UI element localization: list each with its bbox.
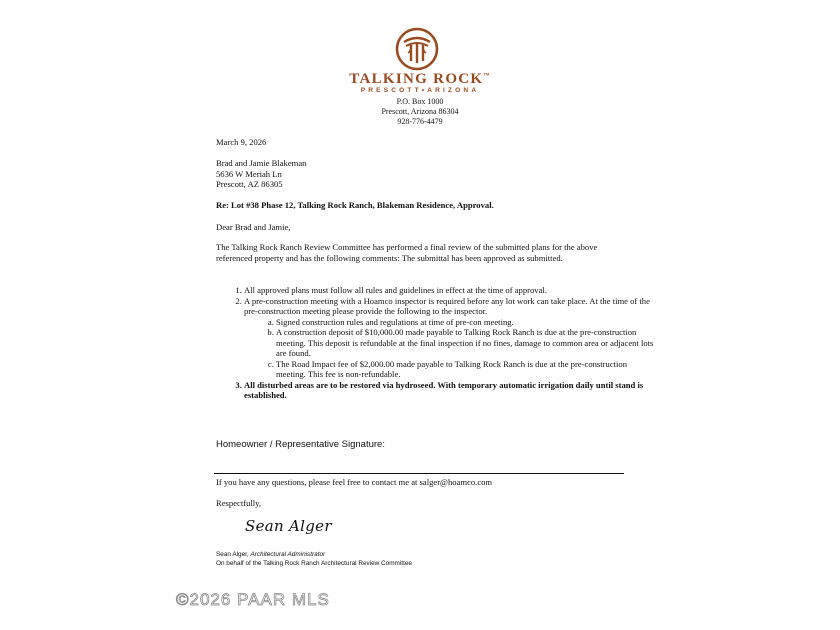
brand-location: PRESCOTT•ARIZONA: [360, 87, 480, 94]
letter-date: March 9, 2026: [216, 137, 267, 147]
handwritten-signature: Sean Alger: [245, 517, 332, 535]
recipient-block: [216, 158, 306, 190]
conditions-list: [216, 285, 654, 401]
signer-line: Sean Alger, Architectural Administrator: [216, 551, 326, 558]
brand-name: TALKING ROCK™: [349, 71, 491, 87]
subject-line: Re: Lot #38 Phase 12, Talking Rock Ranch, Blakeman Residence, Approval.: [216, 200, 494, 210]
signer-organization: On behalf of the Talking Rock Ranch Architectural Review Committee: [216, 560, 412, 567]
intro-paragraph: The Talking Rock Ranch Review Committee has performed a final review of the submitted plans for the above referenced property and has the following comments: The submittal has been approved as submitted.: [216, 242, 598, 263]
greeting: Dear Brad and Jamie,: [216, 222, 291, 232]
condition-item: 1. All approved plans must follow all rules and guidelines in effect at the time of approval.: [244, 285, 654, 296]
requirement-item: a. Signed construction rules and regulations at time of pre-con meeting.: [276, 317, 654, 328]
signature-label: Homeowner / Representative Signature:: [216, 439, 385, 450]
address-line-3: 928-776-4479: [397, 117, 443, 126]
address-line-1: P.O. Box 1000: [396, 97, 444, 106]
signer-block: [216, 550, 412, 568]
condition-item: 2. A pre-construction meeting with a Hoamco inspector is required before any lot work can take place. At the time of the pre-construction meeting please provide the following to the inspector. a. Signed construction rules and regulations at time of pre-con meeting. b. A construction deposit of $10,000.00 made payable to Talking Rock Ranch is due at the pre-construction meeting. This deposit is refundable at the final inspection if no fines, damage to common area or adjacent lots are found. c. The Road Impact fee of $2,000.00 made payable to Talking Rock Ranch is due at the pre-construction meeting. This fee is non-refundable.: [244, 296, 654, 380]
requirement-item: c. The Road Impact fee of $2,000.00 made payable to Talking Rock Ranch is due at the pre-construction meeting. This fee is non-refundable.: [276, 359, 654, 380]
recipient-street: 5636 W Meriah Ln: [216, 168, 282, 179]
requirement-item: b. A construction deposit of $10,000.00 made payable to Talking Rock Ranch is due at the pre-construction meeting. This deposit is refundable at the final inspection if no fines, damage to common area or adjacent lots are found.: [276, 327, 654, 359]
recipient-name: Brad and Jamie Blakeman: [216, 158, 307, 168]
address-line-2: Prescott, Arizona 86304: [381, 107, 459, 116]
contact-note: If you have any questions, please feel free to contact me at salger@hoamco.com: [216, 477, 493, 487]
condition-item: 3. All disturbed areas are to be restored via hydroseed. With temporary automatic irrigation daily until stand is established.: [244, 380, 654, 401]
closing: Respectfully,: [216, 498, 262, 508]
signature-line: [214, 473, 624, 474]
recipient-city: Prescott, AZ 86305: [216, 179, 283, 189]
talking-rock-logo-icon: [395, 27, 439, 71]
mls-watermark: ©2026 PAAR MLS: [176, 590, 330, 609]
pre-construction-requirements: [244, 317, 654, 380]
